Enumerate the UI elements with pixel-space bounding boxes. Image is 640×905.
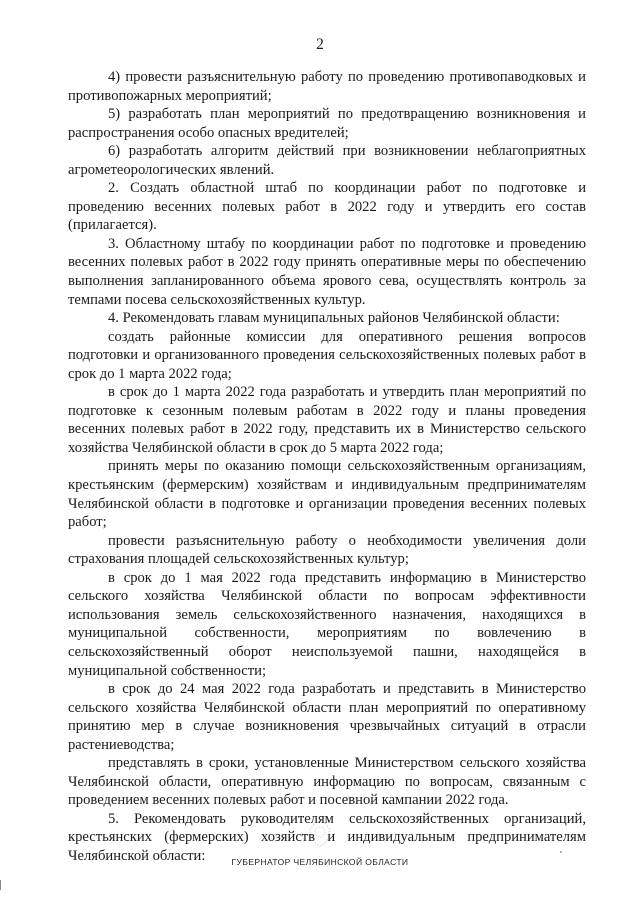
paragraph: в срок до 24 мая 2022 года разработать и представить в Министерство сельского хозяйства Челябинской области план мероприятий по оперативному принятию мер в случае возникновения чрезвычайных ситуаций в отрасли растениеводства; [68,681,586,753]
paragraph: принять меры по оказанию помощи сельскохозяйственным организациям, крестьянским (фермерским) хозяйствам и индивидуальным предпринимателям Челябинской области в подготовке и организации проведения весенних полевых работ; [68,458,586,531]
footer-signature-title: ГУБЕРНАТОР ЧЕЛЯБИНСКОЙ ОБЛАСТИ [231,857,409,867]
paragraph: в срок до 1 мая 2022 года представить информацию в Министерство сельского хозяйства Челябинской области по вопросам эффективности использования земель сельскохозяйственного назначения, находящихся в муниципальной собственности, мероприятиям по вовлечению в сельскохозяйственный оборот неиспользуемой пашни, находящейся в муниципальной собственности; [68,569,586,679]
emblem-stamp [306,818,334,848]
page-number: 2 [316,36,324,53]
scan-edge-mark [0,880,1,890]
scan-speck [560,851,562,853]
paragraph: 5) разработать план мероприятий по предотвращению возникновения и распространения особо опасных вредителей; [68,106,586,141]
paragraph: 4) провести разъяснительную работу по проведению противопаводковых и противопожарных мероприятий; [68,69,586,104]
paragraph: в срок до 1 марта 2022 года разработать и утвердить план мероприятий по подготовке к сезонным полевым работам в 2022 году и планы проведения весенних полевых работ в 2022 году, представить их в Министерство сельского хозяйства Челябинской области в срок до 5 марта 2022 года; [68,384,586,456]
paragraph: создать районные комиссии для оперативного решения вопросов подготовки и организованного проведения сельскохозяйственных полевых работ в срок до 1 марта 2022 года; [68,328,586,382]
paragraph: 5. Рекомендовать руководителям сельскохозяйственных организаций, крестьянских (фермерских) хозяйств и индивидуальным предпринимателям Челябинской области: [68,810,586,864]
paragraph: 2. Создать областной штаб по координации работ по подготовке и проведению весенних полевых работ в 2022 году и утвердить его состав (прилагается). [68,180,586,234]
paragraph: 4. Рекомендовать главам муниципальных районов Челябинской области: [108,310,560,327]
paragraph: 3. Областному штабу по координации работ по подготовке и проведению весенних полевых работ в 2022 году принять оперативные меры по обеспечению выполнения запланированного объема ярового сева, осуществлять контроль за темпами посева сельскохозяйственных культур. [68,235,586,308]
document-body [68,68,586,866]
paragraph: представлять в сроки, установленные Министерством сельского хозяйства Челябинской области, оперативную информацию по вопросам, связанным с проведением весенних полевых работ и посевной кампании 2022 года. [68,755,586,809]
paragraph: 6) разработать алгоритм действий при возникновении неблагоприятных агрометеорологических явлений. [68,143,586,178]
paragraph: провести разъяснительную работу о необходимости увеличения доли страхования площадей сельскохозяйственных культур; [68,532,586,568]
